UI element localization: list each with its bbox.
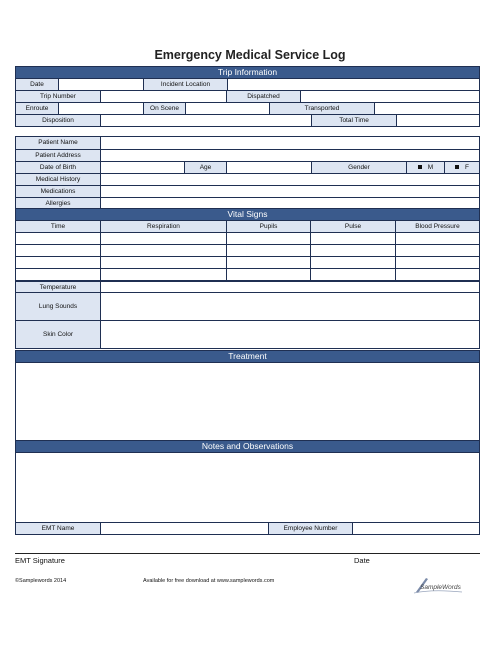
trip-number-label: Trip Number (16, 91, 100, 102)
column-time: Time (16, 221, 100, 232)
total-time-label: Total Time (311, 115, 396, 126)
patient-dob-row (16, 161, 479, 173)
enroute-field[interactable] (58, 103, 143, 114)
medications-label: Medications (16, 186, 100, 197)
employee-number-field[interactable] (352, 523, 479, 534)
notes-header: Notes and Observations (16, 441, 479, 452)
blood-pressure-cell[interactable] (395, 233, 479, 244)
time-cell[interactable] (16, 233, 100, 244)
column-respiration: Respiration (100, 221, 226, 232)
temperature-row (16, 280, 479, 292)
table-row (16, 244, 479, 256)
trip-row-number (16, 90, 479, 102)
signature-date-label: Date (354, 556, 370, 565)
pupils-cell[interactable] (226, 269, 310, 280)
vital-signs-section (15, 208, 480, 349)
column-blood-pressure: Blood Pressure (395, 221, 479, 232)
age-field[interactable] (226, 162, 311, 173)
dob-label: Date of Birth (16, 162, 100, 173)
column-pulse: Pulse (310, 221, 395, 232)
patient-address-row (16, 149, 479, 161)
female-checkbox[interactable] (455, 165, 459, 169)
treatment-section (15, 350, 480, 441)
skin-color-field[interactable] (100, 321, 479, 348)
form-title: Emergency Medical Service Log (154, 48, 346, 62)
emt-name-label: EMT Name (16, 523, 100, 534)
date-field[interactable] (58, 79, 143, 90)
pupils-cell[interactable] (226, 233, 310, 244)
respiration-cell[interactable] (100, 257, 226, 268)
lung-sounds-field[interactable] (100, 293, 479, 320)
dispatched-label: Dispatched (226, 91, 300, 102)
trip-row-times (16, 102, 479, 114)
transported-label: Transported (269, 103, 374, 114)
medications-field[interactable] (100, 186, 479, 197)
trip-information-section (15, 66, 480, 127)
blood-pressure-cell[interactable] (395, 257, 479, 268)
table-row (16, 268, 479, 280)
lung-sounds-label: Lung Sounds (16, 293, 100, 320)
date-label: Date (16, 79, 58, 90)
samplewords-logo-text: SampleWords (420, 584, 461, 591)
emt-info-row (16, 522, 479, 534)
copyright-text: ©Samplewords 2014 (15, 578, 67, 584)
skin-color-row (16, 320, 479, 348)
temperature-label: Temperature (16, 282, 100, 292)
gender-label: Gender (311, 162, 406, 173)
patient-name-field[interactable] (100, 137, 479, 149)
signature-line (15, 553, 480, 554)
emt-signature-label: EMT Signature (15, 556, 65, 565)
table-row (16, 232, 479, 244)
incident-location-field[interactable] (227, 79, 479, 90)
male-label: M (427, 164, 434, 171)
vital-signs-header: Vital Signs (16, 209, 479, 220)
vital-signs-column-headers (16, 220, 479, 232)
patient-name-label: Patient Name (16, 137, 100, 149)
pulse-cell[interactable] (310, 269, 395, 280)
table-row (16, 256, 479, 268)
dob-field[interactable] (100, 162, 184, 173)
age-label: Age (184, 162, 226, 173)
trip-number-field[interactable] (100, 91, 226, 102)
respiration-cell[interactable] (100, 245, 226, 256)
emt-name-field[interactable] (100, 523, 268, 534)
time-cell[interactable] (16, 257, 100, 268)
employee-number-label: Employee Number (268, 523, 352, 534)
dispatched-field[interactable] (300, 91, 479, 102)
blood-pressure-cell[interactable] (395, 245, 479, 256)
time-cell[interactable] (16, 269, 100, 280)
pulse-cell[interactable] (310, 233, 395, 244)
allergies-label: Allergies (16, 198, 100, 209)
trip-row-date (16, 78, 479, 90)
medical-history-row (16, 173, 479, 185)
pupils-cell[interactable] (226, 245, 310, 256)
trip-row-disposition (16, 114, 479, 126)
pulse-cell[interactable] (310, 257, 395, 268)
patient-address-field[interactable] (100, 150, 479, 161)
gender-female-option[interactable] (444, 162, 479, 173)
patient-name-row (16, 137, 479, 149)
notes-field[interactable] (16, 452, 479, 522)
gender-male-option[interactable] (406, 162, 444, 173)
treatment-header: Treatment (16, 351, 479, 362)
transported-field[interactable] (374, 103, 479, 114)
disposition-label: Disposition (16, 115, 100, 126)
time-cell[interactable] (16, 245, 100, 256)
patient-information-section (15, 136, 480, 210)
treatment-field[interactable] (16, 362, 479, 440)
pupils-cell[interactable] (226, 257, 310, 268)
trip-information-header: Trip Information (16, 67, 479, 78)
medications-row (16, 185, 479, 197)
temperature-field[interactable] (100, 282, 479, 292)
incident-location-label: Incident Location (143, 79, 227, 90)
patient-address-label: Patient Address (16, 150, 100, 161)
on-scene-label: On Scene (143, 103, 185, 114)
male-checkbox[interactable] (418, 165, 422, 169)
respiration-cell[interactable] (100, 233, 226, 244)
notes-section (15, 440, 480, 535)
medical-history-label: Medical History (16, 174, 100, 185)
skin-color-label: Skin Color (16, 321, 100, 348)
blood-pressure-cell[interactable] (395, 269, 479, 280)
enroute-label: Enroute (16, 103, 58, 114)
lung-sounds-row (16, 292, 479, 320)
medical-history-field[interactable] (100, 174, 479, 185)
column-pupils: Pupils (226, 221, 310, 232)
download-text: Available for free download at www.samplewords.com (143, 578, 275, 584)
pulse-cell[interactable] (310, 245, 395, 256)
on-scene-field[interactable] (185, 103, 269, 114)
respiration-cell[interactable] (100, 269, 226, 280)
female-label: F (465, 164, 469, 171)
total-time-field[interactable] (396, 115, 479, 126)
disposition-field[interactable] (100, 115, 311, 126)
